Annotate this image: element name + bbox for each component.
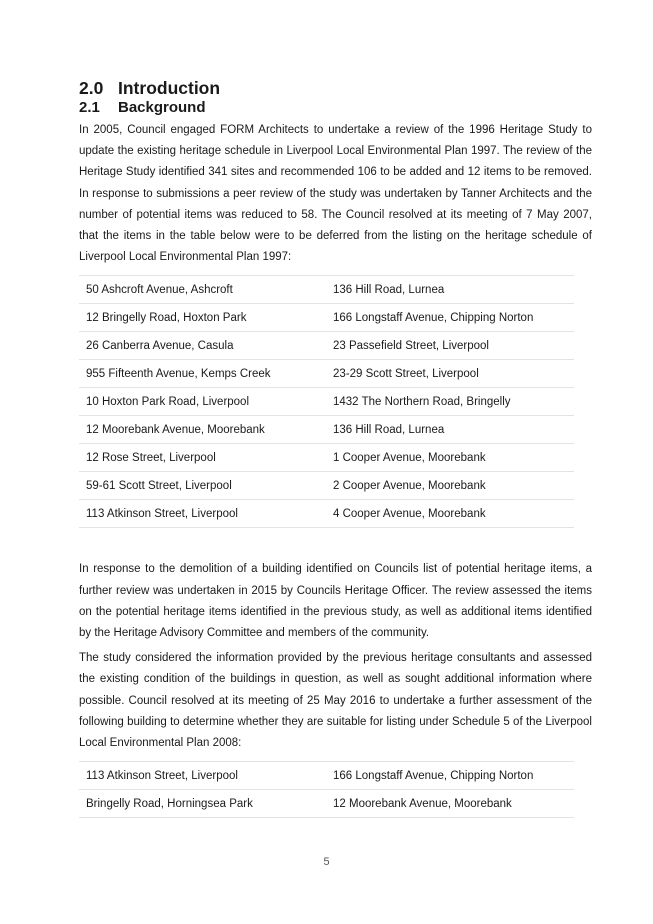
table-cell: 12 Bringelly Road, Hoxton Park (79, 304, 326, 332)
document-page (79, 78, 592, 818)
background-paragraph-3: The study considered the information provided by the previous heritage consultants and assessed the existing condition of the buildings in question, as well as sought additional information where possible. Council resolved at its meeting of 25 May 2016 to undertake a further assessment of the following building to determine whether they are suitable for listing under Schedule 5 of the Liverpool Local Environmental Plan 2008: (79, 652, 592, 750)
table-cell: 10 Hoxton Park Road, Liverpool (79, 388, 326, 416)
table-cell: 1 Cooper Avenue, Moorebank (326, 444, 574, 472)
table-cell: 136 Hill Road, Lurnea (326, 276, 574, 304)
table-cell: 136 Hill Road, Lurnea (326, 416, 574, 444)
table-cell: 50 Ashcroft Avenue, Ashcroft (79, 276, 326, 304)
table-cell: 955 Fifteenth Avenue, Kemps Creek (79, 360, 326, 388)
subsection-number: 2.1 (79, 99, 100, 116)
table-row (79, 500, 574, 528)
table-cell: 166 Longstaff Avenue, Chipping Norton (326, 762, 574, 790)
section-heading (79, 78, 592, 98)
table-row (79, 472, 574, 500)
table-cell: 113 Atkinson Street, Liverpool (79, 762, 326, 790)
table-row (79, 762, 574, 790)
table-row (79, 416, 574, 444)
deferred-items-table (79, 275, 574, 528)
table-cell: 59-61 Scott Street, Liverpool (79, 472, 326, 500)
background-paragraph-2: In response to the demolition of a building identified on Councils list of potential heritage items, a further review was undertaken in 2015 by Councils Heritage Officer. The review assessed the items on the potential heritage items identified in the previous study, as well as additional items identified by the Heritage Advisory Committee and members of the community. (79, 563, 592, 640)
section-number: 2.0 (79, 78, 104, 98)
table-cell: 2 Cooper Avenue, Moorebank (326, 472, 574, 500)
table-cell: 26 Canberra Avenue, Casula (79, 332, 326, 360)
table-row (79, 276, 574, 304)
table-cell: 113 Atkinson Street, Liverpool (79, 500, 326, 528)
page-number: 5 (323, 856, 330, 868)
further-assessment-table (79, 761, 574, 818)
table-cell: 12 Moorebank Avenue, Moorebank (79, 416, 326, 444)
table-cell: 23-29 Scott Street, Liverpool (326, 360, 574, 388)
table-cell: 166 Longstaff Avenue, Chipping Norton (326, 304, 574, 332)
table-row (79, 790, 574, 818)
section-title: Introduction (118, 78, 221, 98)
subsection-heading (79, 98, 592, 118)
table-cell: 12 Moorebank Avenue, Moorebank (326, 790, 574, 818)
table-cell: Bringelly Road, Horningsea Park (79, 790, 326, 818)
subsection-title: Background (118, 99, 206, 116)
table-cell: 12 Rose Street, Liverpool (79, 444, 326, 472)
table-cell: 1432 The Northern Road, Bringelly (326, 388, 574, 416)
table-row (79, 388, 574, 416)
table-row (79, 444, 574, 472)
table-row (79, 332, 574, 360)
table-cell: 4 Cooper Avenue, Moorebank (326, 500, 574, 528)
table-row (79, 304, 574, 332)
table-cell: 23 Passefield Street, Liverpool (326, 332, 574, 360)
table-row (79, 360, 574, 388)
background-paragraph-1: In 2005, Council engaged FORM Architects to undertake a review of the 1996 Heritage Study to update the existing heritage schedule in Liverpool Local Environmental Plan 1997. The review of the Heritage Study identified 341 sites and recommended 106 to be added and 12 items to be removed. In response to submissions a peer review of the study was undertaken by Tanner Architects and the number of potential items was reduced to 58. The Council resolved at its meeting of 7 May 2007, that the items in the table below were to be deferred from the listing on the heritage schedule of Liverpool Local Environmental Plan 1997: (79, 124, 592, 264)
